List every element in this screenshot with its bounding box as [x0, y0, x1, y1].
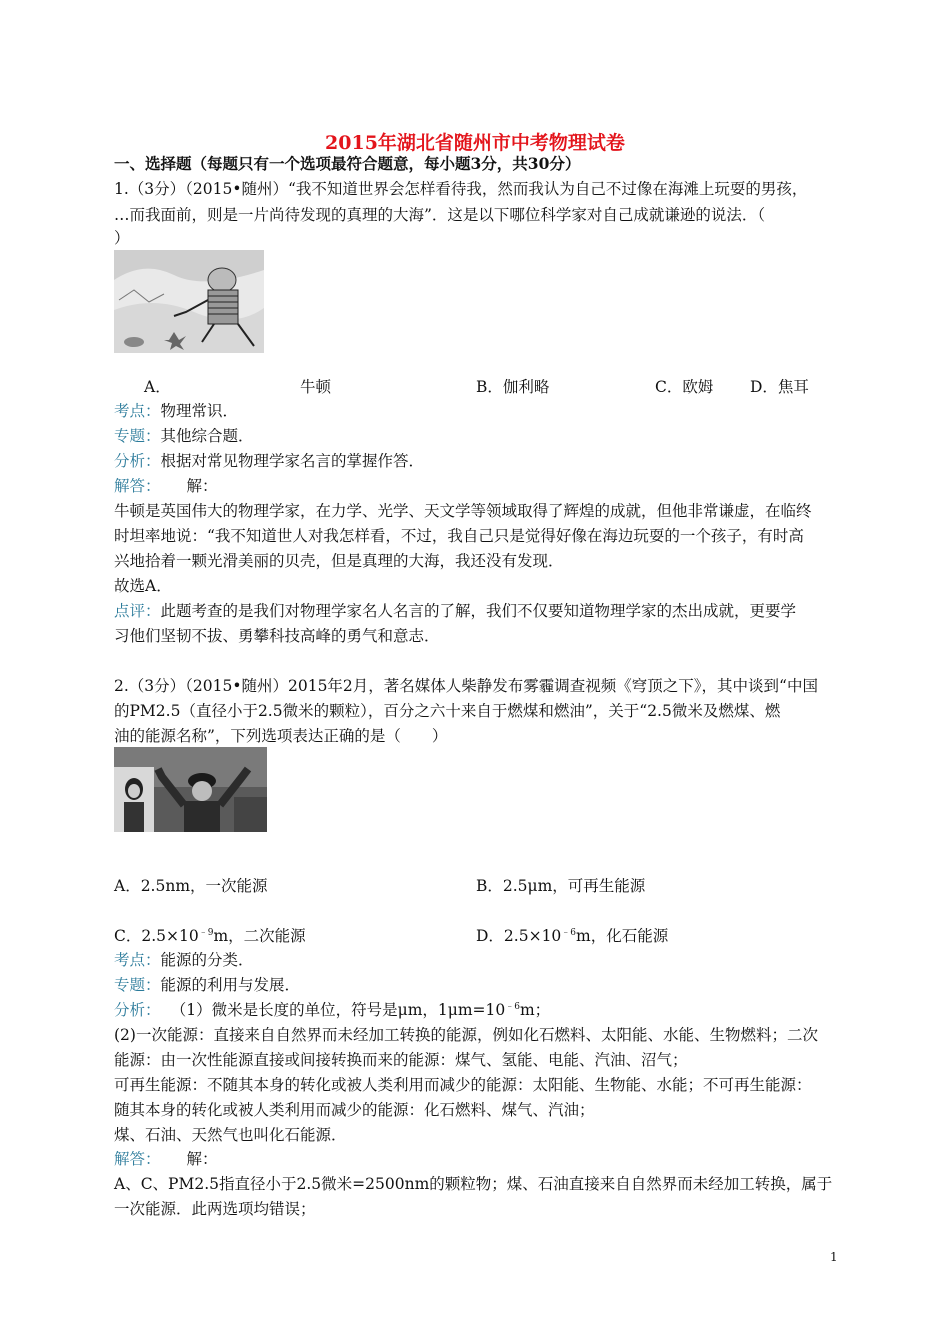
- dianping-label: 点评：: [114, 602, 161, 620]
- kaodian-text: 物理常识．: [160, 402, 239, 420]
- q1-answer-line-4: 故选A．: [114, 577, 172, 595]
- q2-fenxi-line-3: 能源：由一次性能源直接或间接转换而来的能源：煤气、氢能、电能、汽油、沼气；: [114, 1051, 688, 1069]
- q2-fenxi-line-5: 随其本身的转化或被人类利用而减少的能源：化石燃料、煤气、汽油；: [114, 1101, 595, 1119]
- q1-kaodian: [114, 401, 238, 421]
- q2-option-c-base: C．2.5×10: [114, 927, 199, 945]
- q2-kaodian: [114, 950, 254, 970]
- page-number: 1: [830, 1250, 838, 1264]
- fenxi-exponent: ﹣6: [505, 1002, 520, 1012]
- q1-illustration: [114, 250, 264, 353]
- q2-fenxi-line-2: (2)一次能源：直接来自自然界而未经加工转换的能源，例如化石燃料、太阳能、水能、生物燃料；二次: [114, 1026, 818, 1044]
- zhuanti-text: 能源的利用与发展．: [160, 976, 301, 994]
- q2-option-c-exponent: ﹣9: [198, 928, 214, 938]
- q1-zhuanti: [114, 426, 254, 446]
- q2-stem-line-1: 2.（3分）（2015•随州）2015年2月，著名媒体人柴静发布雾霾调查视频《穹顶之下》，其中谈到“中国: [114, 677, 818, 695]
- jieda-label: 解答：: [114, 1150, 161, 1168]
- q2-option-c: [114, 926, 306, 946]
- jie-text: 解：: [186, 1150, 218, 1168]
- fenxi-text: 根据对常见物理学家名言的掌握作答．: [160, 452, 425, 470]
- q1-fenxi: [114, 451, 424, 471]
- q1-option-a-label: A．: [144, 378, 171, 396]
- q1-stem-line-2: …而我面前，则是一片尚待发现的真理的大海”．这是以下哪位科学家对自己成就谦逊的说法．（: [114, 206, 766, 224]
- q2-stem-line-2: 的PM2.5（直径小于2.5微米的颗粒），百分之六十来自于燃煤和燃油”，关于“2.5微米及燃煤、燃: [114, 702, 781, 720]
- q1-option-b: B．伽利略: [476, 378, 550, 396]
- q2-illustration: [114, 747, 267, 832]
- fenxi-text: （1）微米是长度的单位，符号是μm，1μm=10: [178, 1001, 506, 1019]
- q1-answer-line-2: 时坦率地说：“我不知道世人对我怎样看，不过，我自己只是觉得好像在海边玩耍的一个孩子，有时高: [114, 527, 804, 545]
- dianping-text: 此题考查的是我们对物理学家名人名言的了解，我们不仅要知道物理学家的杰出成就，更要学: [160, 602, 797, 620]
- zhuanti-label: 专题：: [114, 976, 161, 994]
- q1-dianping-line-2: 习他们坚韧不拔、勇攀科技高峰的勇气和意志．: [114, 627, 440, 645]
- q2-answer-line-2: 一次能源．此两选项均错误；: [114, 1200, 316, 1218]
- q2-option-c-unit: m，二次能源: [213, 927, 306, 945]
- page-title: 2015年湖北省随州市中考物理试卷: [325, 132, 625, 154]
- fenxi-label: 分析：: [114, 452, 161, 470]
- jie-text: 解：: [186, 477, 218, 495]
- q2-fenxi: [114, 1000, 550, 1020]
- jieda-label: 解答：: [114, 477, 161, 495]
- section-heading: 一、选择题（每题只有一个选项最符合题意，每小题3分，共30分）: [114, 154, 581, 173]
- q2-option-d: [476, 926, 668, 946]
- kaodian-label: 考点：: [114, 402, 161, 420]
- q2-option-b: B．2.5μm，可再生能源: [476, 877, 646, 895]
- q2-option-d-exponent: ﹣6: [561, 928, 577, 938]
- q1-dianping: [114, 601, 796, 621]
- q2-fenxi-line-4: 可再生能源：不随其本身的转化或被人类利用而减少的能源：太阳能、生物能、水能；不可再生能源：: [114, 1076, 812, 1094]
- q1-answer-line-3: 兴地拾着一颗光滑美丽的贝壳，但是真理的大海，我还没有发现．: [114, 552, 564, 570]
- q2-answer-line-1: A、C、PM2.5指直径小于2.5微米=2500nm的颗粒物；煤、石油直接来自自然界而未经加工转换，属于: [114, 1175, 833, 1193]
- q1-stem-line-3: ）: [114, 229, 130, 247]
- q1-jieda: [114, 476, 218, 496]
- q2-zhuanti: [114, 975, 300, 995]
- q2-option-a: A．2.5nm，一次能源: [114, 877, 268, 895]
- q1-option-a: 牛顿: [300, 378, 332, 396]
- q2-option-d-unit: m，化石能源: [576, 927, 669, 945]
- fenxi-unit: m；: [519, 1001, 551, 1019]
- q2-stem-line-3: 油的能源名称”，下列选项表达正确的是（ ）: [114, 727, 448, 745]
- q1-stem-line-1: 1.（3分）（2015•随州）“我不知道世界会怎样看待我，然而我认为自己不过像在海滩上玩耍的男孩，: [114, 180, 808, 198]
- q1-option-c: C．欧姆: [655, 378, 714, 396]
- zhuanti-label: 专题：: [114, 427, 161, 445]
- kaodian-text: 能源的分类．: [160, 951, 254, 969]
- q2-option-d-base: D．2.5×10: [476, 927, 562, 945]
- zhuanti-text: 其他综合题．: [160, 427, 254, 445]
- q1-option-d: D．焦耳: [750, 378, 809, 396]
- q1-answer-line-1: 牛顿是英国伟大的物理学家，在力学、光学、天文学等领域取得了辉煌的成就，但他非常谦虚，在临终: [114, 502, 812, 520]
- fenxi-label: 分析：: [114, 1001, 161, 1019]
- kaodian-label: 考点：: [114, 951, 161, 969]
- q2-fenxi-line-6: 煤、石油、天然气也叫化石能源．: [114, 1126, 347, 1144]
- q2-jieda: [114, 1149, 218, 1169]
